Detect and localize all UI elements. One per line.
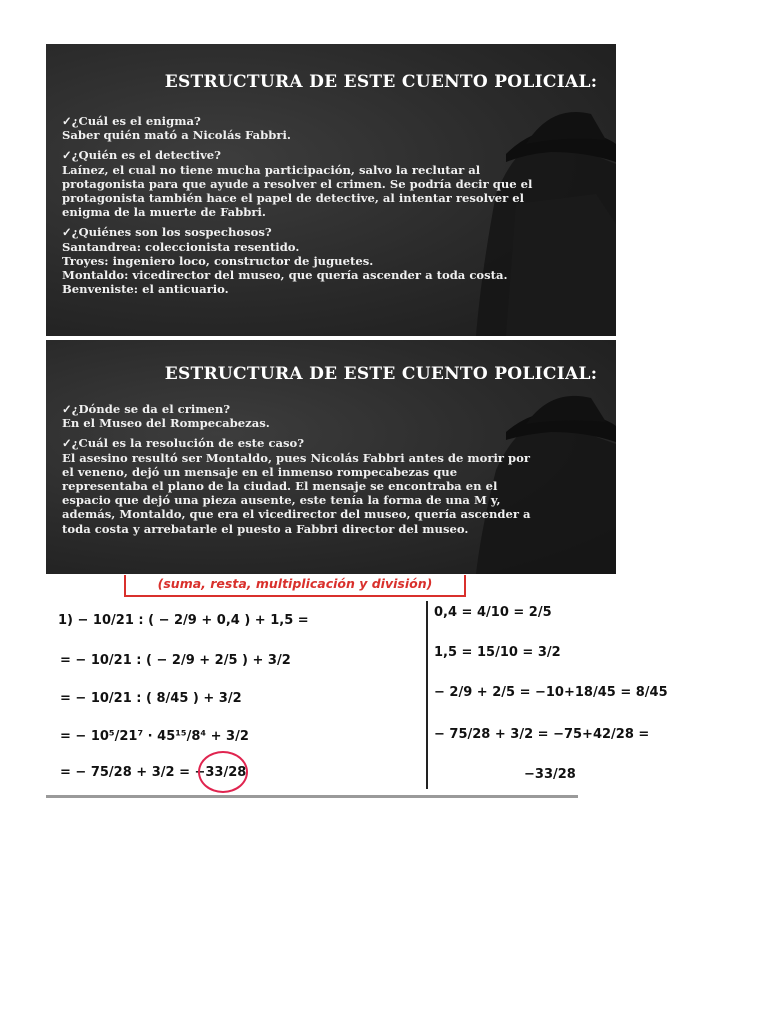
- question-detective: ✓¿Quién es el detective?: [62, 148, 221, 163]
- answer-resolution: El asesino resultó ser Montaldo, pues Nicolás Fabbri antes de morir por el veneno, dejó un mensaje en el inmenso rompecabezas que representaba el plano de la ciudad. El mensaje se encontraba en el espacio que dejó una pieza ausente, este tenía la forma de una M y, además, Montaldo, que era el vicedirector del museo, quería ascender a toda costa y arrebatarle el puesto a Fabbri director del museo.: [62, 450, 531, 536]
- suspect-item: Montaldo: vicedirector del museo, que quería ascender a toda costa.: [62, 268, 508, 283]
- side-calc-1: 0,4 = 4/10 = 2/5: [434, 605, 552, 620]
- math-worksheet: [46, 575, 668, 798]
- question-resolution: ✓¿Cuál es la resolución de este caso?: [62, 436, 305, 451]
- answer-crime-location: En el Museo del Rompecabezas.: [62, 416, 270, 431]
- suspect-item: Santandrea: coleccionista resentido.: [62, 239, 300, 254]
- side-calc-5: −33/28: [524, 767, 576, 782]
- math-step-4: = − 10⁵/21⁷ · 45¹⁵/8⁴ + 3/2: [60, 729, 249, 744]
- question-crime-location: ✓¿Dónde se da el crimen?: [62, 402, 231, 416]
- slide-cuento-policial-1: [46, 44, 616, 336]
- question-suspects: ✓¿Quiénes son los sospechosos?: [62, 225, 272, 240]
- side-calc-2: 1,5 = 15/10 = 3/2: [434, 645, 561, 660]
- math-step-5: = − 75/28 + 3/2 = −33/28: [60, 765, 247, 780]
- math-step-3: = − 10/21 : ( 8/45 ) + 3/2: [60, 691, 242, 706]
- math-step-2: = − 10/21 : ( − 2/9 + 2/5 ) + 3/2: [60, 653, 291, 668]
- math-step-1: 1) − 10/21 : ( − 2/9 + 0,4 ) + 1,5 =: [58, 613, 309, 628]
- slide-body: [62, 402, 537, 536]
- answer-enigma: Saber quién mató a Nicolás Fabbri.: [62, 128, 291, 143]
- question-enigma: ✓¿Cuál es el enigma?: [62, 114, 201, 128]
- slide-title: ESTRUCTURA DE ESTE CUENTO POLICIAL:: [164, 364, 598, 384]
- slide-title: ESTRUCTURA DE ESTE CUENTO POLICIAL:: [164, 72, 598, 92]
- result-circle: [198, 751, 248, 793]
- slide-cuento-policial-2: [46, 340, 616, 574]
- answer-detective: Laínez, el cual no tiene mucha participación, salvo la reclutar al protagonista para que ayude a resolver el crimen. Se podría decir que el protagonista también hace el papel de detective, al intentar resolver el enigma de la muerte de Fabbri.: [62, 162, 533, 220]
- side-calc-4: − 75/28 + 3/2 = −75+42/28 =: [434, 727, 650, 742]
- column-divider: [426, 601, 428, 789]
- worksheet-banner: (suma, resta, multiplicación y división): [124, 575, 466, 597]
- slide-body: [62, 114, 537, 296]
- suspect-item: Benveniste: el anticuario.: [62, 282, 229, 297]
- side-calc-3: − 2/9 + 2/5 = −10+18/45 = 8/45: [434, 685, 668, 700]
- suspect-item: Troyes: ingeniero loco, constructor de juguetes.: [62, 253, 374, 268]
